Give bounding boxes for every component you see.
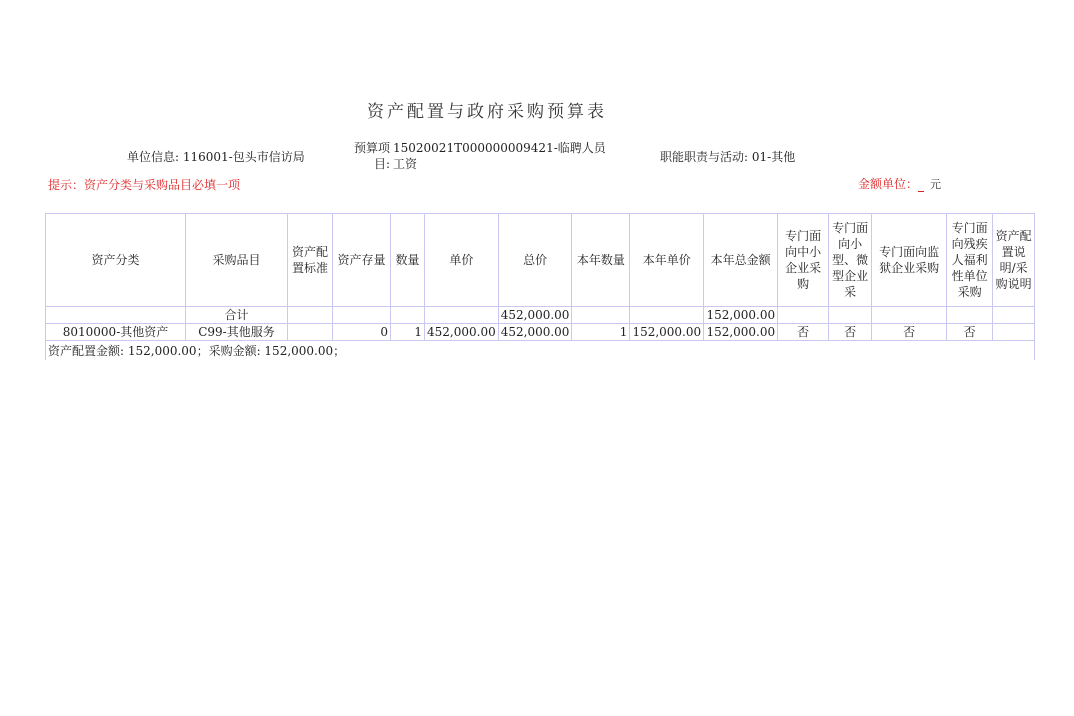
- prison-enterprise-cell[interactable]: 否: [872, 324, 947, 341]
- column-header: 本年总金额: [704, 214, 778, 307]
- table-cell[interactable]: [829, 307, 872, 324]
- money-unit-label: 金额单位：: [858, 177, 919, 191]
- year-unit-price-cell[interactable]: 152,000.00: [630, 324, 704, 341]
- project-info-value: 15020021T000000009421-临聘人员工资: [393, 141, 606, 171]
- year-total-cell[interactable]: 152,000.00: [704, 324, 778, 341]
- standard-cell[interactable]: [288, 324, 333, 341]
- function-info-label: 职能职责与活动:: [660, 150, 749, 164]
- function-info-value: 01-其他: [751, 150, 796, 164]
- asset-category-cell[interactable]: 8010000-其他资产: [46, 324, 186, 341]
- table-cell[interactable]: [391, 307, 425, 324]
- year-quantity-cell[interactable]: 1: [572, 324, 630, 341]
- money-unit: [858, 175, 941, 192]
- column-header: 专门面向残疾人福利性单位采购: [947, 214, 993, 307]
- column-header: 总价: [498, 214, 572, 307]
- column-header: 数量: [391, 214, 425, 307]
- table-cell[interactable]: [333, 307, 391, 324]
- table-header-row: [46, 214, 1035, 307]
- disabled-welfare-cell[interactable]: 否: [947, 324, 993, 341]
- project-info: [350, 140, 613, 172]
- total-price-sum[interactable]: 452,000.00: [498, 307, 572, 324]
- table-cell[interactable]: [288, 307, 333, 324]
- total-label[interactable]: 合计: [186, 307, 288, 324]
- sme-cell[interactable]: 否: [778, 324, 829, 341]
- table-cell[interactable]: [993, 307, 1035, 324]
- table-cell[interactable]: [872, 307, 947, 324]
- table-cell[interactable]: [778, 307, 829, 324]
- micro-enterprise-cell[interactable]: 否: [829, 324, 872, 341]
- table-cell[interactable]: [425, 307, 499, 324]
- table-row: [46, 324, 1035, 341]
- column-header: 专门面向中小企业采购: [778, 214, 829, 307]
- column-header: 本年单价: [630, 214, 704, 307]
- unit-info: [127, 148, 305, 165]
- money-unit-blank: [918, 179, 924, 192]
- budget-table: [45, 213, 1035, 360]
- column-header: 资产配置标准: [288, 214, 333, 307]
- summary-row: [46, 341, 1035, 361]
- column-header: 专门面向监狱企业采购: [872, 214, 947, 307]
- stock-cell[interactable]: 0: [333, 324, 391, 341]
- total-price-cell[interactable]: 452,000.00: [498, 324, 572, 341]
- unit-info-value: 116001-包头市信访局: [182, 150, 305, 164]
- column-header: 本年数量: [572, 214, 630, 307]
- note-cell[interactable]: [993, 324, 1035, 341]
- summary-text: 资产配置金额: 152,000.00；采购金额: 152,000.00；: [46, 341, 1035, 361]
- table-cell[interactable]: [947, 307, 993, 324]
- total-row: [46, 307, 1035, 324]
- year-total-sum[interactable]: 152,000.00: [704, 307, 778, 324]
- column-header: 资产配置说明/采购说明: [993, 214, 1035, 307]
- column-header: 采购品目: [186, 214, 288, 307]
- column-header: 资产分类: [46, 214, 186, 307]
- column-header: 单价: [425, 214, 499, 307]
- money-unit-value: 元: [930, 178, 942, 191]
- hint-text: 提示：资产分类与采购品目必填一项: [48, 178, 241, 192]
- project-info-label: 预算项目:: [353, 141, 390, 171]
- table-cell[interactable]: [572, 307, 630, 324]
- procurement-item-cell[interactable]: C99-其他服务: [186, 324, 288, 341]
- unit-price-cell[interactable]: 452,000.00: [425, 324, 499, 341]
- function-info: [660, 148, 795, 165]
- column-header: 专门面向小型、微型企业采: [829, 214, 872, 307]
- table-cell[interactable]: [630, 307, 704, 324]
- unit-info-label: 单位信息:: [127, 150, 180, 164]
- table-cell[interactable]: [46, 307, 186, 324]
- page-title: 资产配置与政府采购预算表: [367, 102, 607, 122]
- quantity-cell[interactable]: 1: [391, 324, 425, 341]
- column-header: 资产存量: [333, 214, 391, 307]
